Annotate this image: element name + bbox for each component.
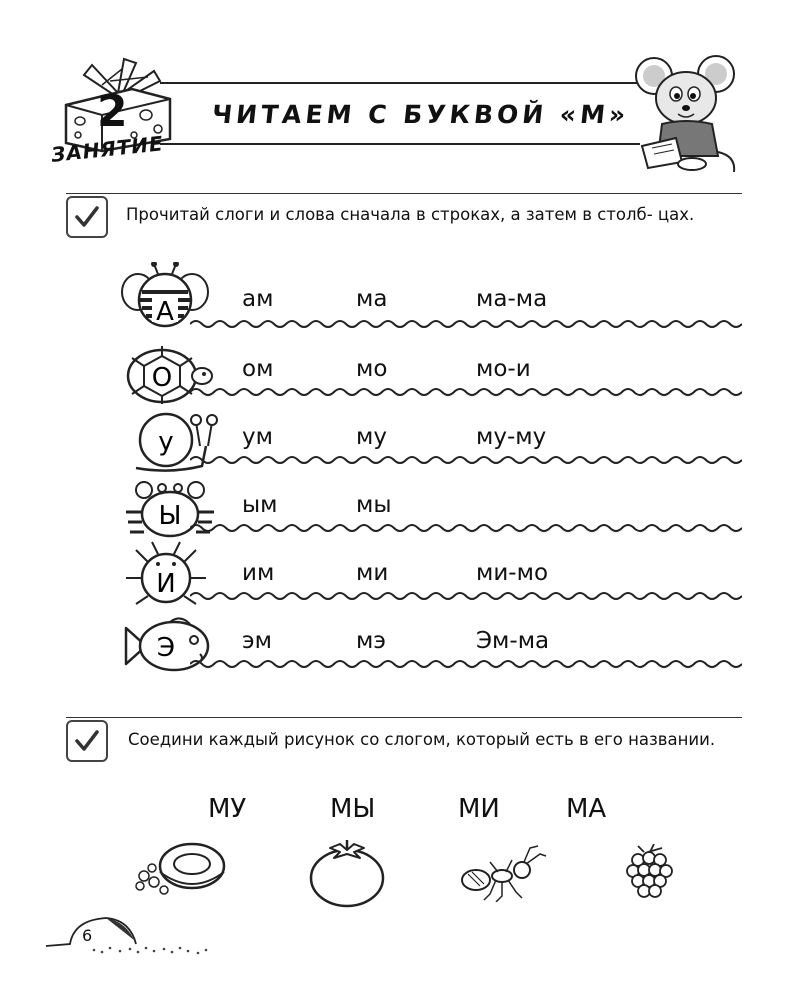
turtle-icon: [118, 342, 214, 410]
page-title: ЧИТАЕМ С БУКВОЙ «М»: [210, 100, 631, 129]
match-syllable[interactable]: МА: [566, 794, 607, 824]
match-syllable[interactable]: МЫ: [330, 794, 376, 824]
task2-divider: [66, 717, 742, 718]
title-frame-bottom: [160, 143, 640, 145]
raspberry-icon[interactable]: [624, 844, 674, 900]
checkmark-icon: [73, 727, 101, 755]
title-frame-top: [160, 82, 640, 84]
wavy-line: [190, 385, 742, 399]
lesson-label: ЗАНЯТИЕ: [50, 131, 165, 167]
syllable: му: [356, 424, 387, 450]
svg-text:у: у: [158, 427, 174, 457]
syllable: ум: [242, 424, 273, 450]
svg-text:Э: Э: [156, 633, 176, 663]
match-syllable[interactable]: МУ: [208, 794, 247, 824]
syllable: мо: [356, 356, 388, 382]
syllable: ма-ма: [476, 286, 548, 312]
syllable: ми-мо: [476, 560, 549, 586]
page-number: 6: [82, 926, 93, 945]
snail-icon: [130, 410, 226, 478]
match-syllable[interactable]: МИ: [458, 794, 500, 824]
wavy-line: [190, 589, 742, 603]
syllable: мэ: [356, 628, 386, 654]
syllable: Эм-ма: [476, 628, 550, 654]
mouse-reading-icon: [632, 52, 740, 174]
lesson-number: 2: [97, 86, 128, 137]
syllable: ми: [356, 560, 389, 586]
syllable: им: [242, 560, 275, 586]
task1-instruction: Прочитай слоги и слова сначала в строках, а затем в столб- цах.: [126, 205, 695, 224]
ant-icon[interactable]: [460, 844, 550, 902]
syllable: ом: [242, 356, 274, 382]
row-letter: А: [156, 297, 174, 327]
wavy-line: [190, 521, 742, 535]
task1-checkbox[interactable]: [66, 196, 108, 238]
crab-icon: [122, 478, 218, 546]
svg-text:Ы: Ы: [158, 501, 182, 531]
task2-instruction: Соедини каждый рисунок со слогом, который есть в его названии.: [128, 730, 716, 749]
syllable: ма: [356, 286, 388, 312]
syllable: ым: [242, 492, 278, 518]
soap-icon[interactable]: [130, 836, 230, 898]
task1-divider: [66, 193, 742, 194]
syllable: мо-и: [476, 356, 531, 382]
tomato-icon[interactable]: [306, 836, 388, 910]
page-number-hill: [46, 908, 216, 958]
checkmark-icon: [73, 203, 101, 231]
syllable: эм: [242, 628, 272, 654]
svg-text:И: И: [156, 569, 176, 599]
wavy-line: [190, 657, 742, 671]
syllable: мы: [356, 492, 392, 518]
task2-checkbox[interactable]: [66, 720, 108, 762]
wavy-line: [190, 453, 742, 467]
syllable: ам: [242, 286, 274, 312]
syllable: му-му: [476, 424, 547, 450]
svg-text:О: О: [151, 363, 173, 393]
wavy-line: [190, 317, 742, 331]
